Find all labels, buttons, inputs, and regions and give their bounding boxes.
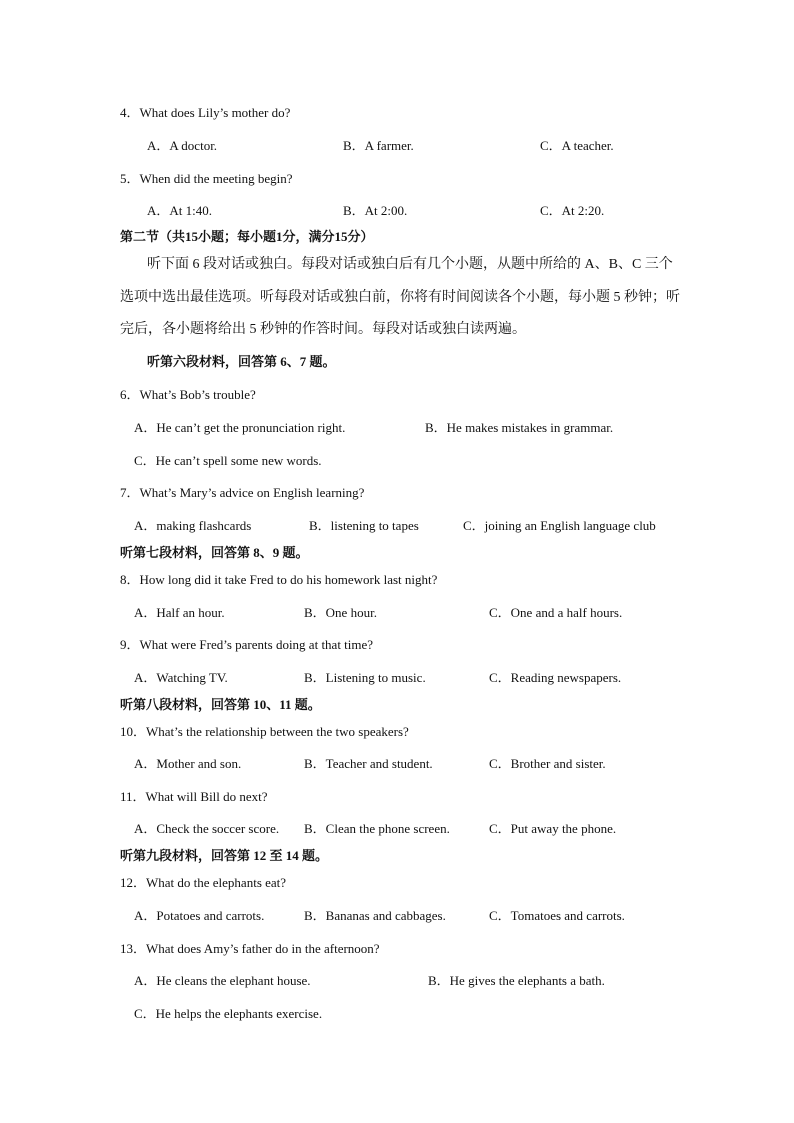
material-8-heading: 听第八段材料，回答第 10、11 题。 — [120, 697, 321, 712]
question-11-option-c: C．Put away the phone. — [489, 821, 617, 836]
question-6-option-c: C．He can’t spell some new words. — [134, 453, 322, 468]
material-9-heading: 听第九段材料，回答第 12 至 14 题。 — [120, 848, 329, 863]
question-5-option-b: B．At 2:00. — [343, 203, 408, 218]
section-2-instructions-line-2: 选项中选出最佳选项。听每段对话或独白前，你将有时间阅读各个小题，每小题 5 秒钟；听 — [120, 290, 680, 305]
question-13-option-c: C．He helps the elephants exercise. — [134, 1006, 323, 1021]
section-2-instructions-line-3: 完后，各小题将给出 5 秒钟的作答时间。每段对话或独白读两遍。 — [120, 322, 526, 337]
question-7-option-c: C．joining an English language club — [463, 518, 656, 533]
section-2-instructions-line-1: 听下面 6 段对话或独白。每段对话或独白后有几个小题，从题中所给的 A、B、C 三个 — [147, 257, 673, 272]
question-10-option-b: B．Teacher and student. — [304, 756, 433, 771]
question-12-option-c: C．Tomatoes and carrots. — [489, 908, 625, 923]
question-8-option-b: B．One hour. — [304, 605, 377, 620]
material-6-heading: 听第六段材料，回答第 6、7 题。 — [147, 354, 336, 369]
question-11-option-a: A．Check the soccer score. — [134, 821, 280, 836]
question-5-option-c: C．At 2:20. — [540, 203, 605, 218]
question-6-stem: 6．What’s Bob’s trouble? — [120, 387, 256, 402]
question-4-option-c: C．A teacher. — [540, 138, 614, 153]
question-10-stem: 10．What’s the relationship between the two speakers? — [120, 724, 409, 739]
question-11-stem: 11．What will Bill do next? — [120, 789, 268, 804]
question-7-option-b: B．listening to tapes — [309, 518, 419, 533]
question-9-stem: 9．What were Fred’s parents doing at that time? — [120, 637, 374, 652]
question-12-stem: 12．What do the elephants eat? — [120, 875, 287, 890]
question-4-stem: 4．What does Lily’s mother do? — [120, 105, 291, 120]
question-13-option-a: A．He cleans the elephant house. — [134, 973, 311, 988]
question-4-option-a: A．A doctor. — [147, 138, 218, 153]
question-10-option-a: A．Mother and son. — [134, 756, 242, 771]
question-5-option-a: A．At 1:40. — [147, 203, 213, 218]
question-12-option-b: B．Bananas and cabbages. — [304, 908, 446, 923]
question-11-option-b: B．Clean the phone screen. — [304, 821, 450, 836]
question-9-option-b: B．Listening to music. — [304, 670, 426, 685]
question-9-option-c: C．Reading newspapers. — [489, 670, 622, 685]
question-6-option-b: B．He makes mistakes in grammar. — [425, 420, 614, 435]
question-6-option-a: A．He can’t get the pronunciation right. — [134, 420, 346, 435]
question-13-stem: 13．What does Amy’s father do in the afternoon? — [120, 941, 380, 956]
question-8-option-c: C．One and a half hours. — [489, 605, 623, 620]
question-4-option-b: B．A farmer. — [343, 138, 414, 153]
question-12-option-a: A．Potatoes and carrots. — [134, 908, 265, 923]
material-7-heading: 听第七段材料，回答第 8、9 题。 — [120, 545, 309, 560]
question-7-option-a: A．making flashcards — [134, 518, 252, 533]
question-8-stem: 8．How long did it take Fred to do his homework last night? — [120, 572, 438, 587]
question-8-option-a: A．Half an hour. — [134, 605, 225, 620]
question-10-option-c: C．Brother and sister. — [489, 756, 606, 771]
question-13-option-b: B．He gives the elephants a bath. — [428, 973, 605, 988]
question-5-stem: 5．When did the meeting begin? — [120, 171, 293, 186]
question-7-stem: 7．What’s Mary’s advice on English learning? — [120, 485, 365, 500]
question-9-option-a: A．Watching TV. — [134, 670, 228, 685]
section-2-heading: 第二节（共15小题；每小题1分，满分15分） — [120, 229, 374, 244]
